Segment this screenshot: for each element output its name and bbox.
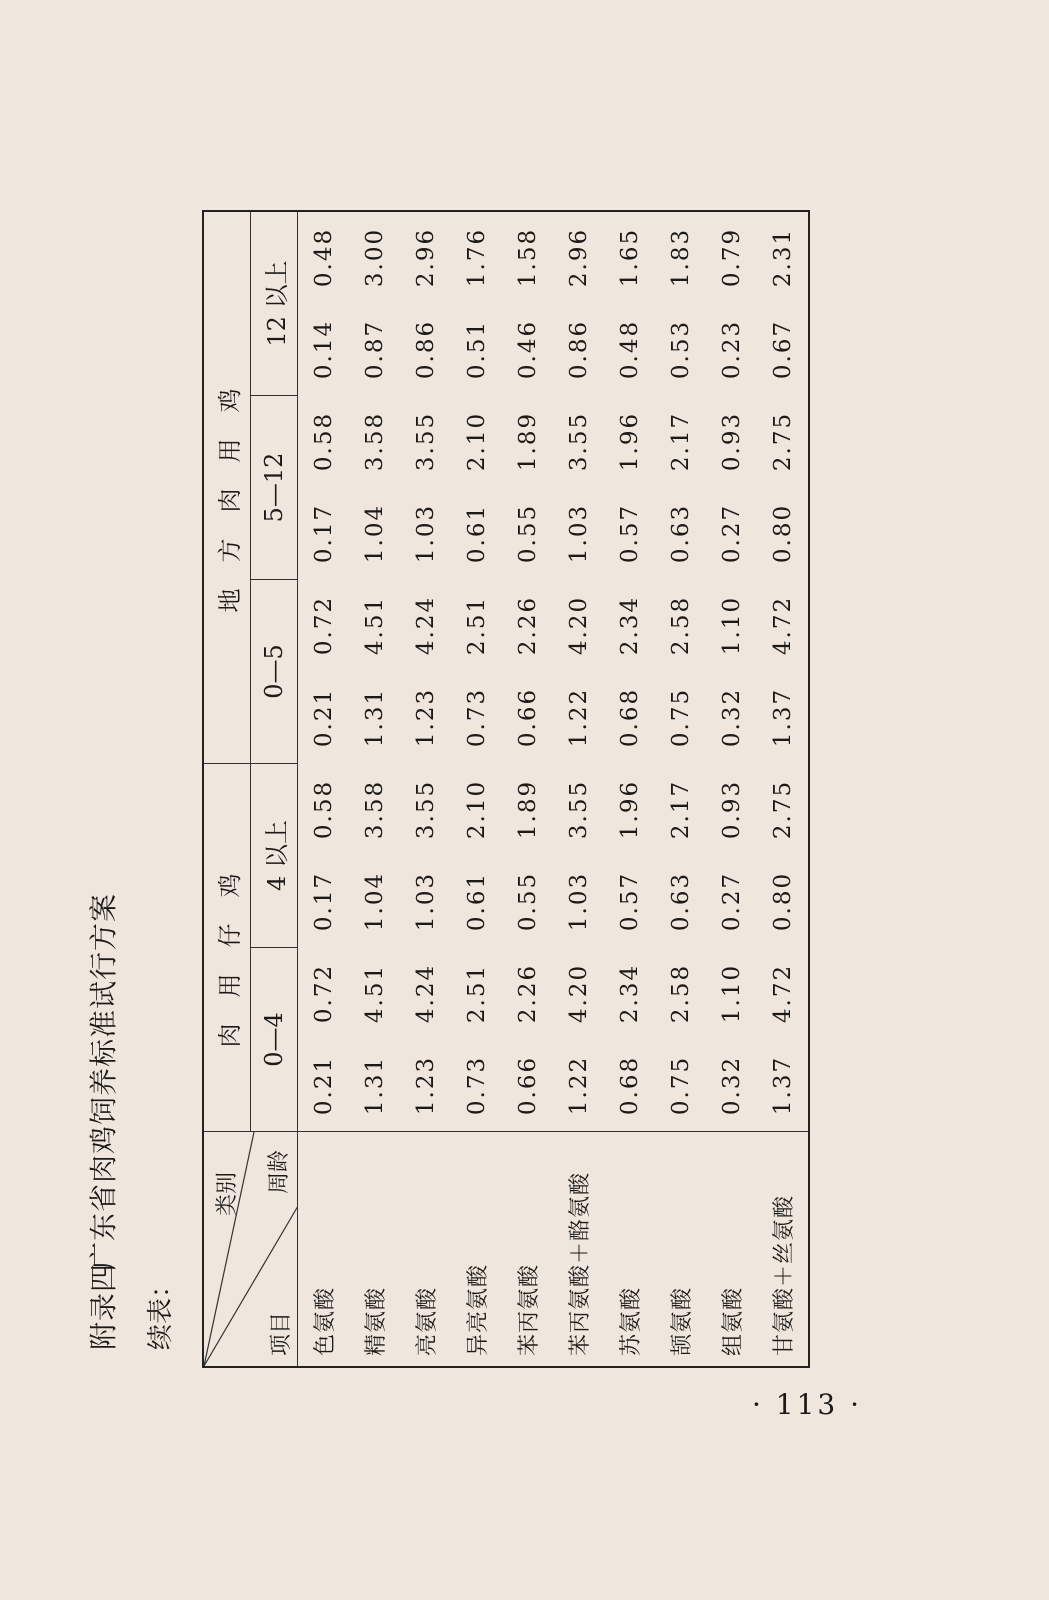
table-row: [349, 211, 400, 1367]
table-cell: 0.68: [604, 672, 655, 764]
table-cell: 1.22: [553, 1040, 604, 1132]
table-cell: 1.04: [349, 856, 400, 948]
table-cell: 2.26: [514, 595, 541, 656]
table-body: [298, 211, 810, 1367]
table-cell: 1.96: [616, 411, 643, 472]
table-cell: 4.51: [361, 963, 388, 1024]
table-cell: 0.55: [502, 488, 553, 580]
table-cell: 0.14: [298, 304, 350, 396]
group-header-broiler: 肉用仔鸡: [203, 764, 251, 1132]
table-cell: 0.86: [553, 304, 604, 396]
row-label: 苯丙氨酸＋酪氨酸: [553, 1132, 604, 1368]
table-cell: 0.75: [655, 1040, 706, 1132]
row-label: 甘氨酸＋丝氨酸: [757, 1132, 809, 1368]
table-cell: 2.34: [616, 595, 643, 656]
table-cell: 2.75: [769, 411, 796, 472]
table-cell: 3.00: [361, 227, 388, 288]
table-row: [706, 211, 757, 1367]
group-header-local: 地方肉用鸡: [203, 211, 251, 764]
subgroup-header: 4 以上: [251, 764, 298, 948]
table-cell: 2.51: [463, 963, 490, 1024]
table-cell: 0.21: [298, 1040, 350, 1132]
table-cell: 0.73: [451, 672, 502, 764]
row-label: 组氨酸: [706, 1132, 757, 1368]
table-cell: 0.61: [451, 488, 502, 580]
table-cell: 2.31: [769, 227, 796, 288]
row-label: 亮氨酸: [400, 1132, 451, 1368]
table-cell: 1.03: [400, 856, 451, 948]
table-cell: 0.55: [502, 856, 553, 948]
table-cell: 1.37: [757, 672, 809, 764]
table-cell: 1.37: [757, 1040, 809, 1132]
table-cell: 0.80: [757, 856, 809, 948]
table-cell: 1.31: [349, 1040, 400, 1132]
table-row: [502, 211, 553, 1367]
table-cell: 2.10: [463, 779, 490, 840]
table-cell: 0.17: [298, 488, 350, 580]
table-cell: 2.58: [667, 595, 694, 656]
table-cell: 2.96: [565, 227, 592, 288]
table-cell: 2.58: [667, 963, 694, 1024]
table-cell: 0.63: [655, 856, 706, 948]
table-cell: 0.21: [298, 672, 350, 764]
subgroup-header: 12 以上: [251, 211, 298, 396]
table-row: [553, 211, 604, 1367]
continued-label: 续表：: [146, 1271, 176, 1350]
table-cell: 0.32: [706, 672, 757, 764]
table-cell: 1.03: [553, 488, 604, 580]
table-cell: 0.51: [451, 304, 502, 396]
table-cell: 0.46: [502, 304, 553, 396]
table-cell: 2.10: [463, 411, 490, 472]
table-cell: 4.24: [412, 963, 439, 1024]
table-cell: 0.32: [706, 1040, 757, 1132]
table-cell: 1.96: [616, 779, 643, 840]
subgroup-header: 0—5: [251, 580, 298, 764]
table-cell: 1.23: [400, 672, 451, 764]
table-cell: 0.72: [298, 580, 350, 672]
table-cell: 1.76: [463, 227, 490, 288]
table-cell: 2.51: [463, 595, 490, 656]
table-cell: 1.22: [553, 672, 604, 764]
table-cell: 0.79: [718, 227, 745, 288]
table-cell: 0.57: [604, 856, 655, 948]
table-cell: 2.34: [616, 963, 643, 1024]
table-cell: 3.55: [412, 779, 439, 840]
table-cell: 1.03: [553, 856, 604, 948]
appendix-label: 附录四: [87, 1262, 120, 1350]
table-cell: 1.10: [718, 963, 745, 1024]
table-cell: 0.75: [655, 672, 706, 764]
table-cell: 4.24: [412, 595, 439, 656]
table-cell: 0.67: [757, 304, 809, 396]
table-cell: 0.61: [451, 856, 502, 948]
row-label: 异亮氨酸: [451, 1132, 502, 1368]
table-cell: 1.83: [667, 227, 694, 288]
table-cell: 2.96: [412, 227, 439, 288]
table-cell: 0.86: [400, 304, 451, 396]
table-cell: 0.63: [655, 488, 706, 580]
table-cell: 1.04: [349, 488, 400, 580]
row-label: 精氨酸: [349, 1132, 400, 1368]
table-cell: 4.20: [565, 963, 592, 1024]
row-label: 苯丙氨酸: [502, 1132, 553, 1368]
subgroup-header: 0—4: [251, 948, 298, 1132]
table-cell: 0.53: [655, 304, 706, 396]
table-cell: 0.66: [502, 672, 553, 764]
row-label: 颉氨酸: [655, 1132, 706, 1368]
table-cell: 4.72: [769, 963, 796, 1024]
corner-header: [203, 1132, 298, 1368]
subgroup-header: 5—12: [251, 396, 298, 580]
table-cell: 1.03: [400, 488, 451, 580]
table-cell: 0.58: [298, 396, 350, 488]
corner-item: 项目: [269, 1311, 294, 1356]
table-cell: 2.17: [667, 411, 694, 472]
table-cell: 0.68: [604, 1040, 655, 1132]
table-row: [400, 211, 451, 1367]
table-cell: 0.57: [604, 488, 655, 580]
table-cell: 0.48: [298, 211, 350, 304]
table-cell: 3.58: [361, 779, 388, 840]
row-label: 色氨酸: [298, 1132, 350, 1368]
table-cell: 3.55: [565, 411, 592, 472]
table-row: [604, 211, 655, 1367]
table-cell: 0.93: [718, 779, 745, 840]
table-cell: 0.66: [502, 1040, 553, 1132]
table-cell: 0.72: [298, 948, 350, 1040]
table-cell: 0.17: [298, 856, 350, 948]
table-cell: 0.87: [349, 304, 400, 396]
table-cell: 0.23: [706, 304, 757, 396]
table-cell: 1.65: [616, 227, 643, 288]
amino-acid-table: [202, 210, 810, 1368]
table-row: [451, 211, 502, 1367]
table-cell: 0.27: [706, 856, 757, 948]
table-cell: 2.17: [667, 779, 694, 840]
table-cell: 0.58: [298, 764, 350, 856]
table-cell: 1.31: [349, 672, 400, 764]
table-title: 广东省肉鸡饲养标准试行方案: [87, 892, 120, 1270]
table-cell: 0.48: [604, 304, 655, 396]
table-cell: 2.75: [769, 779, 796, 840]
table-cell: 1.58: [514, 227, 541, 288]
table-cell: 1.23: [400, 1040, 451, 1132]
corner-week: 周龄: [267, 1149, 292, 1194]
table-cell: 0.93: [718, 411, 745, 472]
table-cell: 2.26: [514, 963, 541, 1024]
table-cell: 1.89: [514, 779, 541, 840]
table-cell: 1.89: [514, 411, 541, 472]
table-cell: 0.27: [706, 488, 757, 580]
table-cell: 4.51: [361, 595, 388, 656]
table-cell: 0.80: [757, 488, 809, 580]
table-row: [298, 211, 350, 1367]
table-cell: 0.73: [451, 1040, 502, 1132]
table-row: [757, 211, 809, 1367]
table-cell: 3.55: [565, 779, 592, 840]
table-cell: 4.20: [565, 595, 592, 656]
table-cell: 1.10: [718, 595, 745, 656]
table-cell: 3.58: [361, 411, 388, 472]
table-cell: 3.55: [412, 411, 439, 472]
table-cell: 4.72: [769, 595, 796, 656]
page-number: · 113 ·: [752, 1388, 863, 1421]
corner-category: 类别: [215, 1171, 240, 1216]
table-row: [655, 211, 706, 1367]
row-label: 苏氨酸: [604, 1132, 655, 1368]
